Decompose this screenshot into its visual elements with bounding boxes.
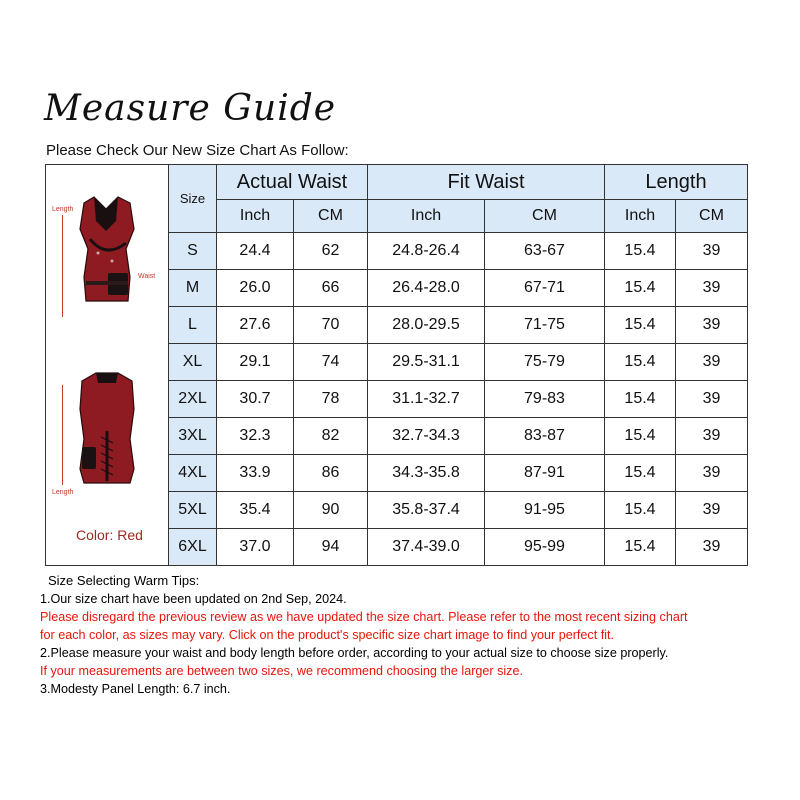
value-cell: 39 bbox=[676, 381, 748, 418]
value-cell: 71-75 bbox=[485, 307, 605, 344]
value-cell: 67-71 bbox=[485, 270, 605, 307]
value-cell: 90 bbox=[294, 492, 368, 529]
group-header-actual-waist: Actual Waist bbox=[217, 165, 368, 200]
value-cell: 30.7 bbox=[217, 381, 294, 418]
value-cell: 39 bbox=[676, 270, 748, 307]
value-cell: 39 bbox=[676, 307, 748, 344]
unit-header: Inch bbox=[605, 200, 676, 233]
value-cell: 37.4-39.0 bbox=[368, 529, 485, 566]
page-title: Measure Guide bbox=[44, 88, 337, 129]
value-cell: 15.4 bbox=[605, 233, 676, 270]
value-cell: 62 bbox=[294, 233, 368, 270]
group-header-length: Length bbox=[605, 165, 748, 200]
value-cell: 33.9 bbox=[217, 455, 294, 492]
tip-2-note: If your measurements are between two sizes, we recommend choosing the larger size. bbox=[40, 664, 523, 678]
value-cell: 15.4 bbox=[605, 418, 676, 455]
size-cell: 2XL bbox=[169, 381, 217, 418]
value-cell: 37.0 bbox=[217, 529, 294, 566]
tip-1-note-line-2: for each color, as sizes may vary. Click on the product's specific size chart image to find your perfect fit. bbox=[40, 628, 615, 642]
value-cell: 15.4 bbox=[605, 270, 676, 307]
value-cell: 27.6 bbox=[217, 307, 294, 344]
color-label: Color: Red bbox=[76, 527, 143, 543]
size-cell: 5XL bbox=[169, 492, 217, 529]
value-cell: 31.1-32.7 bbox=[368, 381, 485, 418]
value-cell: 15.4 bbox=[605, 307, 676, 344]
value-cell: 15.4 bbox=[605, 381, 676, 418]
unit-header: CM bbox=[676, 200, 748, 233]
value-cell: 29.5-31.1 bbox=[368, 344, 485, 381]
value-cell: 26.0 bbox=[217, 270, 294, 307]
value-cell: 75-79 bbox=[485, 344, 605, 381]
value-cell: 91-95 bbox=[485, 492, 605, 529]
page-subtitle: Please Check Our New Size Chart As Follow: bbox=[46, 142, 349, 159]
value-cell: 82 bbox=[294, 418, 368, 455]
value-cell: 66 bbox=[294, 270, 368, 307]
waist-label: Waist bbox=[138, 273, 156, 280]
value-cell: 39 bbox=[676, 492, 748, 529]
value-cell: 35.4 bbox=[217, 492, 294, 529]
value-cell: 26.4-28.0 bbox=[368, 270, 485, 307]
value-cell: 35.8-37.4 bbox=[368, 492, 485, 529]
unit-header: Inch bbox=[368, 200, 485, 233]
size-chart-table bbox=[45, 164, 748, 566]
unit-header: CM bbox=[485, 200, 605, 233]
value-cell: 79-83 bbox=[485, 381, 605, 418]
size-header: Size bbox=[169, 165, 217, 233]
value-cell: 83-87 bbox=[485, 418, 605, 455]
tip-1: 1.Our size chart have been updated on 2nd Sep, 2024. bbox=[40, 592, 347, 606]
value-cell: 34.3-35.8 bbox=[368, 455, 485, 492]
value-cell: 29.1 bbox=[217, 344, 294, 381]
size-cell: S bbox=[169, 233, 217, 270]
length-line-front bbox=[62, 215, 63, 317]
value-cell: 24.4 bbox=[217, 233, 294, 270]
value-cell: 15.4 bbox=[605, 455, 676, 492]
value-cell: 74 bbox=[294, 344, 368, 381]
tip-1-note-line-1: Please disregard the previous review as we have updated the size chart. Please refer to the most recent sizing chart bbox=[40, 610, 688, 624]
tips-heading: Size Selecting Warm Tips: bbox=[48, 573, 200, 588]
value-cell: 78 bbox=[294, 381, 368, 418]
value-cell: 87-91 bbox=[485, 455, 605, 492]
size-cell: L bbox=[169, 307, 217, 344]
value-cell: 39 bbox=[676, 233, 748, 270]
value-cell: 94 bbox=[294, 529, 368, 566]
value-cell: 15.4 bbox=[605, 492, 676, 529]
value-cell: 39 bbox=[676, 529, 748, 566]
value-cell: 39 bbox=[676, 418, 748, 455]
value-cell: 32.7-34.3 bbox=[368, 418, 485, 455]
value-cell: 28.0-29.5 bbox=[368, 307, 485, 344]
value-cell: 15.4 bbox=[605, 344, 676, 381]
value-cell: 39 bbox=[676, 344, 748, 381]
value-cell: 86 bbox=[294, 455, 368, 492]
group-header-fit-waist: Fit Waist bbox=[368, 165, 605, 200]
length-line-back bbox=[62, 385, 63, 485]
size-cell: 6XL bbox=[169, 529, 217, 566]
tip-3: 3.Modesty Panel Length: 6.7 inch. bbox=[40, 682, 231, 696]
tip-2: 2.Please measure your waist and body length before order, according to your actual size to choose size properly. bbox=[40, 646, 669, 660]
size-cell: XL bbox=[169, 344, 217, 381]
unit-header: CM bbox=[294, 200, 368, 233]
size-cell: 3XL bbox=[169, 418, 217, 455]
length-label-back: Length bbox=[52, 489, 74, 496]
value-cell: 95-99 bbox=[485, 529, 605, 566]
corset-front-image bbox=[46, 169, 168, 561]
size-cell: 4XL bbox=[169, 455, 217, 492]
value-cell: 39 bbox=[676, 455, 748, 492]
value-cell: 24.8-26.4 bbox=[368, 233, 485, 270]
value-cell: 32.3 bbox=[217, 418, 294, 455]
size-cell: M bbox=[169, 270, 217, 307]
value-cell: 63-67 bbox=[485, 233, 605, 270]
value-cell: 15.4 bbox=[605, 529, 676, 566]
size-tips bbox=[40, 572, 790, 698]
value-cell: 70 bbox=[294, 307, 368, 344]
product-image-cell bbox=[46, 165, 169, 566]
unit-header: Inch bbox=[217, 200, 294, 233]
length-label-front: Length bbox=[52, 206, 74, 213]
